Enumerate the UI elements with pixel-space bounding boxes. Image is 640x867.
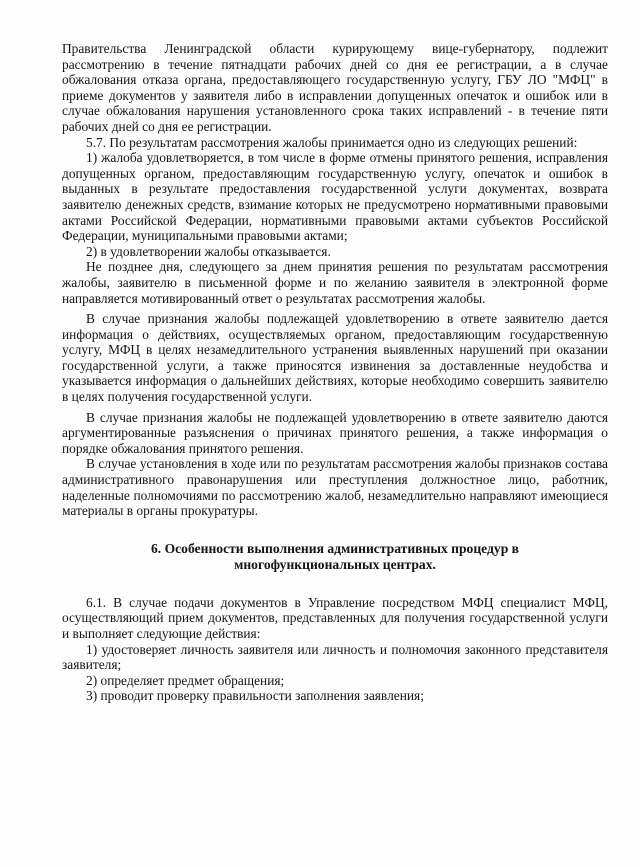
list-item-1: 1) жалоба удовлетворяется, в том числе в форме отмены принятого решения, исправления допущенных органом, предоставляющим государственную услугу, опечаток и ошибок в выданных в результате предоставления государственной услуги документах, возврата заявителю денежных средств, взимание которых не предусмотрено нормативными правовыми актами Российской Федерации, нормативными правовыми актами субъектов Российской Федерации, муниципальными правовыми актами; bbox=[62, 150, 608, 244]
action-item-3: 3) проводит проверку правильности заполнения заявления; bbox=[86, 688, 424, 704]
section-heading: 6. Особенности выполнения административных процедур в многофункциональных центрах. bbox=[150, 540, 520, 572]
paragraph-5-7: 5.7. По результатам рассмотрения жалобы принимается одно из следующих решений: bbox=[86, 134, 578, 150]
list-item-2: 2) в удовлетворении жалобы отказывается. bbox=[86, 243, 331, 259]
action-item-1: 1) удостоверяет личность заявителя или личность и полномочия законного представителя заявителя; bbox=[62, 641, 608, 673]
paragraph-complaint-rejected: В случае признания жалобы не подлежащей удовлетворению в ответе заявителю даются аргументированные разъяснения о причинах принятого решения, а также информация о порядке обжалования принятого решения. bbox=[62, 409, 608, 456]
paragraph-response-deadline: Не позднее дня, следующего за днем принятия решения по результатам рассмотрения жалобы, заявителю в письменной форме и по желанию заявителя в электронной форме направляется мотивированный ответ о результатах рассмотрения жалобы. bbox=[62, 259, 608, 306]
paragraph-continuation: Правительства Ленинградской области курирующему вице-губернатору, подлежит рассмотрению в течение пятнадцати рабочих дней со дня ее регистрации, а в случае обжалования отказа органа, предоставляющего государственную услугу, ГБУ ЛО "МФЦ" в приеме документов у заявителя либо в исправлении допущенных опечаток и ошибок или в случае обжалования нарушения установленного срока таких исправлений - в течение пяти рабочих дней со дня ее регистрации. bbox=[62, 41, 608, 134]
document-body bbox=[62, 41, 608, 704]
paragraph-6-1: 6.1. В случае подачи документов в Управление посредством МФЦ специалист МФЦ, осуществляющий прием документов, представленных для получения государственной услуги и выполняет следующие действия: bbox=[62, 594, 608, 641]
paragraph-complaint-satisfied: В случае признания жалобы подлежащей удовлетворению в ответе заявителю дается информация о действиях, осуществляемых органом, предоставляющим государственную услугу, МФЦ в целях незамедлительного устранения выявленных нарушений при оказании государственной услуги, а также приносятся извинения за доставленные неудобства и указывается информация о дальнейших действиях, которые необходимо совершить заявителю в целях получения государственной услуги. bbox=[62, 311, 608, 405]
paragraph-violation-found: В случае установления в ходе или по результатам рассмотрения жалобы признаков состава административного правонарушения или преступления должностное лицо, работник, наделенные полномочиями по рассмотрению жалоб, незамедлительно направляют имеющиеся материалы в органы прокуратуры. bbox=[62, 456, 608, 519]
action-item-2: 2) определяет предмет обращения; bbox=[86, 672, 285, 688]
